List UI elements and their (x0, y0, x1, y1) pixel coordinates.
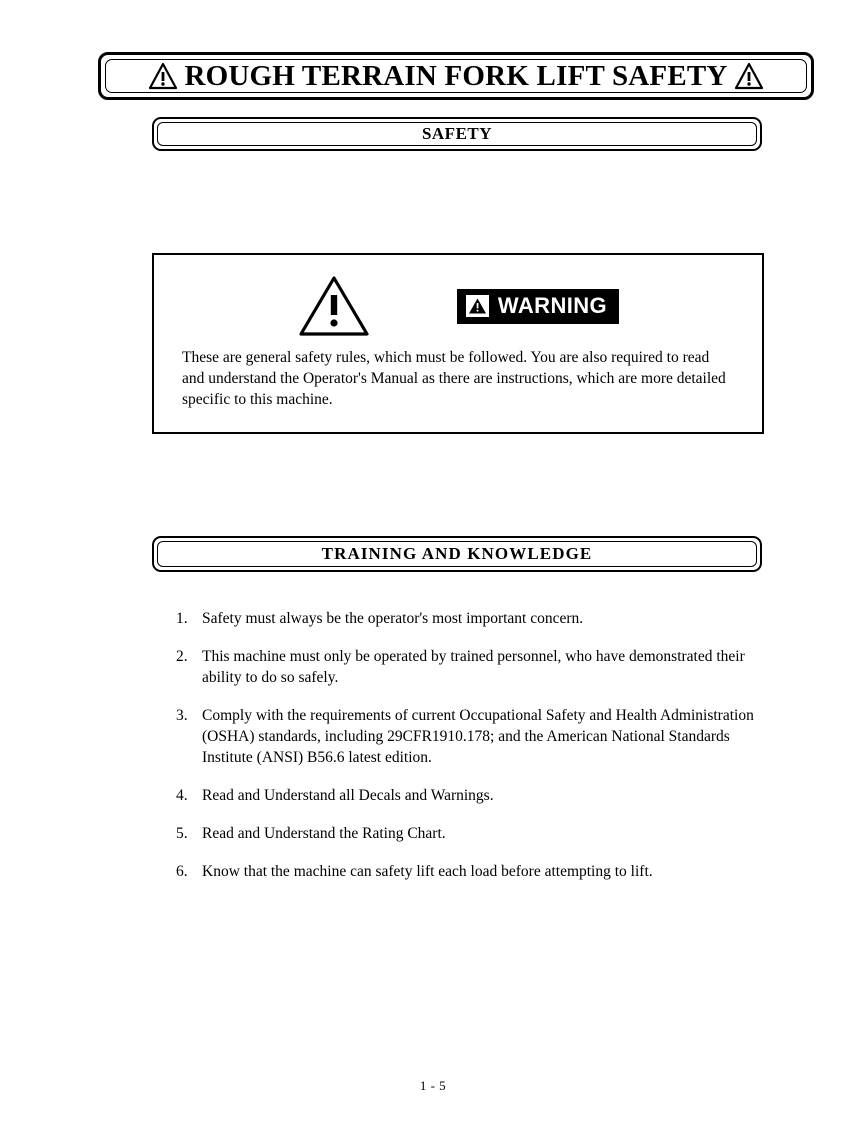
warning-triangle-icon (466, 295, 489, 317)
list-item-number: 6. (176, 863, 188, 880)
list-item-number: 4. (176, 787, 188, 804)
section-header-training-inner (157, 541, 757, 567)
list-item (176, 705, 756, 768)
list-item-text: Comply with the requirements of current Occupational Safety and Health Administration (OSHA) standards, including 29CFR1910.178; and the American National Standards Institute (ANSI) B56.6 latest edition. (202, 707, 754, 766)
list-item-text: Read and Understand the Rating Chart. (202, 825, 446, 842)
list-item (176, 823, 756, 844)
safety-rules-list (176, 608, 756, 899)
warning-callout-box (152, 253, 764, 434)
section-header-training (152, 536, 762, 572)
list-item-text: Safety must always be the operator's most important concern. (202, 610, 584, 627)
section-title-training: TRAINING AND KNOWLEDGE (321, 544, 593, 563)
list-item-number: 1. (176, 610, 188, 627)
list-item (176, 608, 756, 629)
section-title-safety: SAFETY (421, 124, 493, 143)
section-header-safety (152, 117, 762, 151)
list-item (176, 785, 756, 806)
warning-callout-header (154, 271, 762, 341)
document-title-banner-inner (105, 59, 807, 93)
list-item-number: 5. (176, 825, 188, 842)
list-item-text: Read and Understand all Decals and Warnings. (202, 787, 494, 804)
section-header-safety-inner (157, 122, 757, 146)
list-item-text: This machine must only be operated by trained personnel, who have demonstrated their ability to do so safely. (202, 648, 745, 686)
warning-banner-label: WARNING (497, 293, 608, 318)
warning-triangle-icon (297, 273, 371, 339)
list-item-text: Know that the machine can safety lift each load before attempting to lift. (202, 863, 653, 880)
page-title: ROUGH TERRAIN FORK LIFT SAFETY (184, 59, 728, 92)
list-item-number: 2. (176, 648, 188, 665)
page-number: 1 - 5 (419, 1078, 447, 1093)
warning-banner (457, 289, 619, 324)
list-item-number: 3. (176, 707, 188, 724)
warning-callout-body: These are general safety rules, which must be followed. You are also required to read and understand the Operator's Manual as there are instructions, which are more detailed specific to this machine. (182, 349, 726, 408)
list-item (176, 646, 756, 688)
document-title-banner (98, 52, 814, 100)
warning-triangle-icon (734, 61, 764, 91)
list-item (176, 861, 756, 882)
page-footer (0, 1078, 866, 1094)
warning-triangle-icon (148, 61, 178, 91)
